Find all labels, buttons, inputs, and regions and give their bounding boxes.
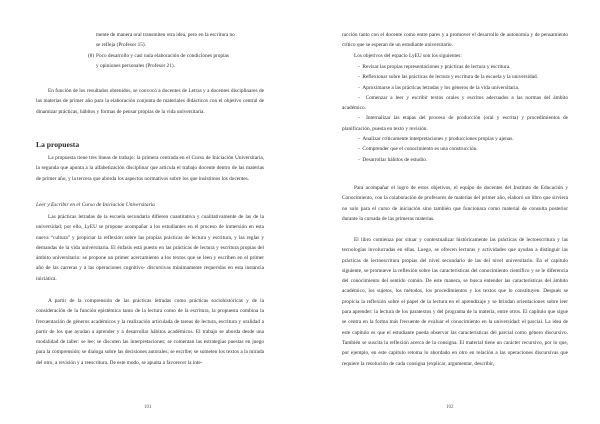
list-item: - Reflexionar sobre las prácticas de lectura y escritura de la escuela y la universidad. [358,74,539,81]
right-page [300,0,600,424]
quote-line: se refleja (Profesor 15). [96,42,147,49]
list-item: - Analizar críticamente interpretaciones y producciones propias y ajenas. [358,136,514,143]
paragraph: Para acompañar el logro de estos objetivos, el equipo de docentes del Instituto de Educación y Conocimiento, con la colaboración de profesores de materias del primer año, elaboró un libro que sirviera no solo para el curso de iniciación sino también que funcionara como material de consulta posterior durante la cursada de las primeras materias. [342,185,568,222]
objectives-intro: Los objetivos del espacio LyEU son los siguientes: [354,53,462,59]
page-number: 102 [446,405,454,410]
block-quote [96,30,264,51]
objectives-list [342,62,568,165]
page-number: 101 [144,405,152,410]
section-heading: La propuesta [36,140,80,149]
quote-line: Poco desarrollo y casi nula elaboración de condiciones propias [96,53,229,59]
paragraph: racción tanto con el docente como entre pares y a promover el desarrollo de autonomía y de pensamiento crítico que se esperan de un estudiante universitario. [342,32,568,49]
list-item: - Comprender que el conocimiento es una construcción. [358,146,478,153]
quote-item-label: (8) [88,53,95,59]
paragraph: A partir de la comprensión de las prácticas letradas como prácticas sociohistóricas y de la consideración de la función epistémica tanto de la lectura como de la escritura, la propuesta combina la frecuentación de géneros académicos y la realización articulada de tareas de lectura, escritura y oralidad a partir de los que ayudan a aprender y a desarrollar hábitos académicos. El trabajo se aborda desde una modalidad de taller: se lee; se discuten las interpretaciones; se comentan las estrategias puestas en juego para la comprensión; se dialoga sobre las decisiones autorales; se escribe; se someten los textos a la mirada del otro, a revisión y a reescritura. De este modo, se apunta a favorecer la inte- [36,298,264,366]
quote-line: mente de manera oral transmiten otra idea, pero en la escritura no [96,32,235,38]
paragraph: En función de los resultados obtenidos, se convocó a docentes de Letras y a docentes disciplinares de las materias de primer año para la elaboración conjunta de materiales didácticos con el objetivo central de dinamizar prácticas, hábitos y formas de pensar propias de la vida universitaria. [36,88,264,115]
paragraph: Las prácticas letradas de la escuela secundaria difieren cuantitativa y cualitativamente de las de la universidad; por ello, LyEU se propone acompañar a los estudiantes en el proceso de inmersión en esta nueva “cultura” y propiciar la reflexión sobre las propias prácticas de lectura y escritura, y las reglas y demandas de la vida universitaria. El énfasis está puesto en las prácticas de lectura y escritura propias del ámbito universitario: se propone un primer acercamiento a los textos que se leen y escriben en el primer año de las carreras y a las operaciones cognitivo- discursivas mínimamente requeridas en esta instancia iniciática. [36,214,264,282]
subsection-heading: Leer y Escribir en el Curso de Iniciación Universitaria [36,202,155,208]
list-item: - Aproximarse a las prácticas letradas y los géneros de la vida universitaria. [358,84,520,91]
quote-line: y opiniones personales (Profesor 21). [96,63,175,70]
quote-item [88,51,264,72]
list-item: - Internalizar las etapas del proceso de producción (oral y escrita) y procedimientos de planificación, puesta en texto y revisión. [342,115,568,132]
list-item: - Comenzar a leer y escribir textos orales y escritos adecuados a las normas del ámbito académico. [342,94,568,112]
paragraph: La propuesta tiene tres líneas de trabajo: la primera centrada en el Curso de Iniciación Universitaria, la segunda que apunta a la alfabetización disciplinar que articula el trabajo docente dentro de las materias de primer año, y la tercera que aborda los aspectos normativos sobre los que insistimos los docentes. [36,155,264,182]
paragraph: El libro comienza por situar y contextualizar históricamente las prácticas de lectoescritura y las tecnologías involucradas en ellas. Luego, se ofrecen lecturas y actividades que ayudan a distinguir las prácticas de lectoescritura propias del nivel secundario de las del nivel universitario. En el capítulo siguiente, se promueve la reflexión sobre las características del conocimiento científico y se le diferencia del conocimiento del sentido común. De este manera, se busca entender las características del ámbito académico, los sujetos, los métodos, los procedimientos y los textos que lo constituyen. Después se propicia la reflexión sobre el papel de la lectura en el aprendizaje y se brindan orientaciones sobre leer para aprender: la lectura de los paratextos y del programa de la materia, entre otros. El capítulo que sigue se centra en la forma más frecuente de evaluar el conocimiento en la universidad: el parcial. La idea de este capítulo es que el estudiante pueda observar las características del parcial como género discursivo. También se suscita la reflexión acerca de la consigna. El material tiene un carácter recursivo, por lo que, por ejemplo, en este capítulo retoma lo abordado en otro en relación a las operaciones discursivas que requiere la resolución de cada consigna (explicar, argumentar, describir, [342,237,568,367]
list-item: - Revisar las propias representaciones y prácticas de lectura y escritura. [358,64,511,70]
list-item: - Desarrollar hábitos de estudio. [358,156,428,163]
